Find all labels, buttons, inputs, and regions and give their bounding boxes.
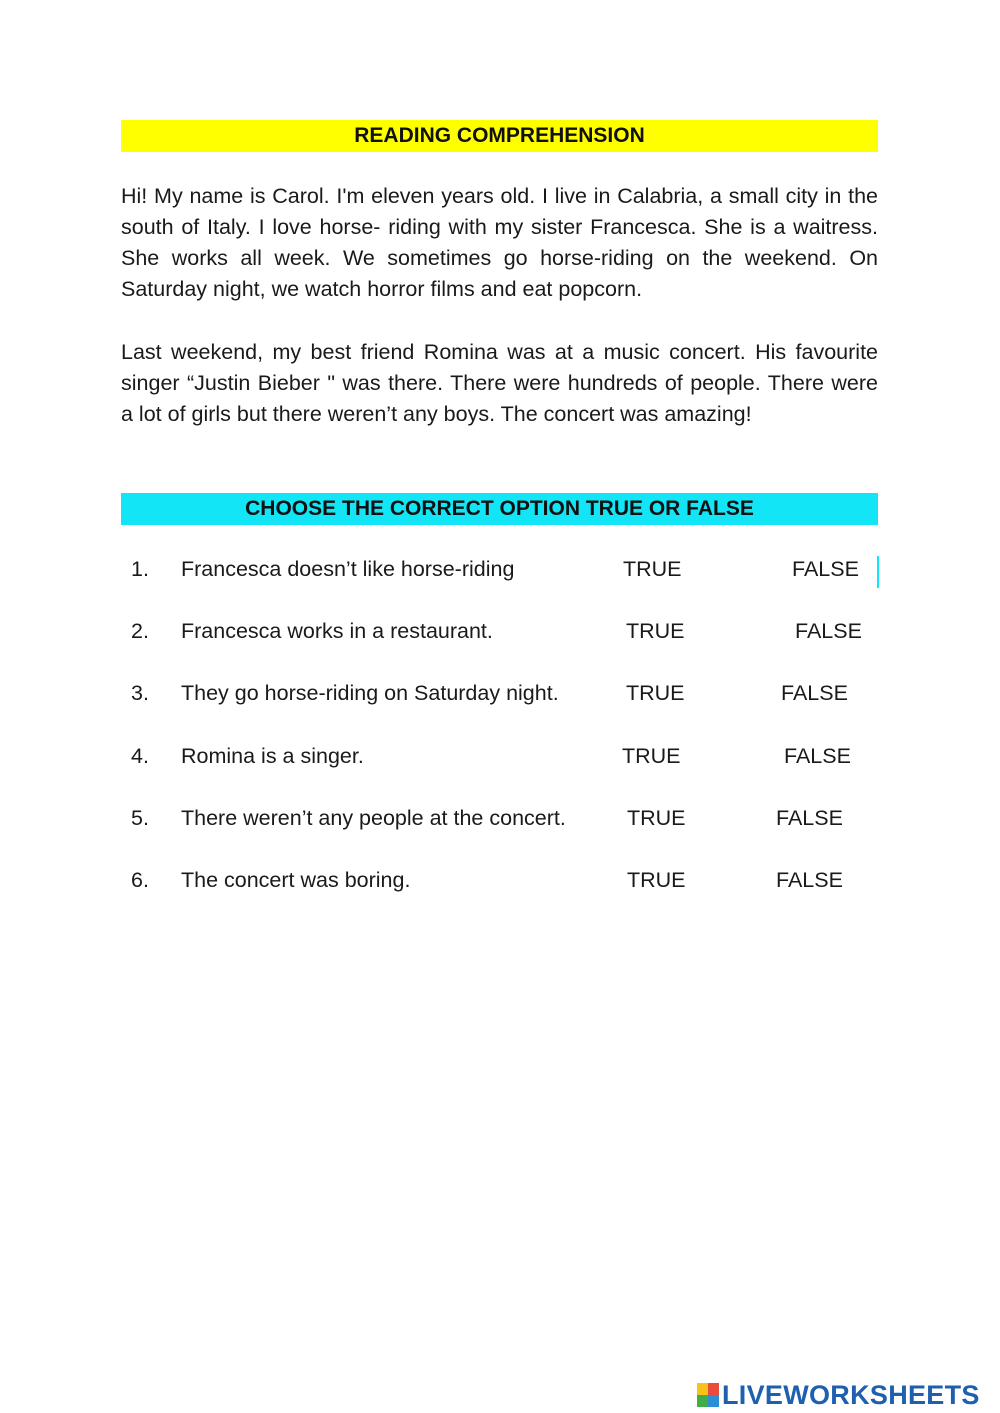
false-option[interactable]: FALSE [784, 744, 851, 768]
liveworksheets-logo [697, 1380, 980, 1410]
liveworksheets-logo-icon [697, 1383, 719, 1407]
question-text: There weren’t any people at the concert. [181, 806, 566, 830]
story-paragraph-1: Hi! My name is Carol. I'm eleven years old. I live in Calabria, a small city in the south of Italy. I love horse- riding with my sister Francesca. She is a waitress. She works all week. We sometimes go horse-riding on the weekend. On Saturday night, we watch horror films and eat popcorn. [121, 184, 878, 301]
question-item [0, 864, 1000, 896]
story-paragraph-2: Last weekend, my best friend Romina was at a music concert. His favourite singer “Justin Bieber " was there. There were hundreds of people. There were a lot of girls but there weren’t any boys. The concert was amazing! [121, 340, 878, 426]
question-item [0, 802, 1000, 834]
true-option[interactable]: TRUE [626, 619, 685, 643]
question-number: 6. [131, 868, 149, 892]
question-item [0, 553, 1000, 585]
question-item [0, 740, 1000, 772]
question-number: 2. [131, 619, 149, 643]
true-option[interactable]: TRUE [622, 744, 681, 768]
false-option[interactable]: FALSE [792, 557, 859, 581]
true-false-heading: CHOOSE THE CORRECT OPTION TRUE OR FALSE [121, 493, 878, 525]
false-option[interactable]: FALSE [776, 868, 843, 892]
text-cursor [877, 556, 879, 588]
false-option[interactable]: FALSE [776, 806, 843, 830]
true-option[interactable]: TRUE [627, 868, 686, 892]
question-text: They go horse-riding on Saturday night. [181, 681, 559, 705]
question-number: 1. [131, 557, 149, 581]
question-text: Francesca doesn’t like horse-riding [181, 557, 515, 581]
logo-text: LIVEWORKSHEETS [722, 1380, 980, 1410]
question-number: 4. [131, 744, 149, 768]
reading-comprehension-heading: READING COMPREHENSION [121, 120, 878, 152]
question-text: Francesca works in a restaurant. [181, 619, 493, 643]
question-text: The concert was boring. [181, 868, 411, 892]
true-option[interactable]: TRUE [623, 557, 682, 581]
question-number: 3. [131, 681, 149, 705]
question-item [0, 615, 1000, 647]
false-option[interactable]: FALSE [795, 619, 862, 643]
question-number: 5. [131, 806, 149, 830]
true-option[interactable]: TRUE [626, 681, 685, 705]
false-option[interactable]: FALSE [781, 681, 848, 705]
question-item [0, 677, 1000, 709]
true-option[interactable]: TRUE [627, 806, 686, 830]
question-text: Romina is a singer. [181, 744, 364, 768]
